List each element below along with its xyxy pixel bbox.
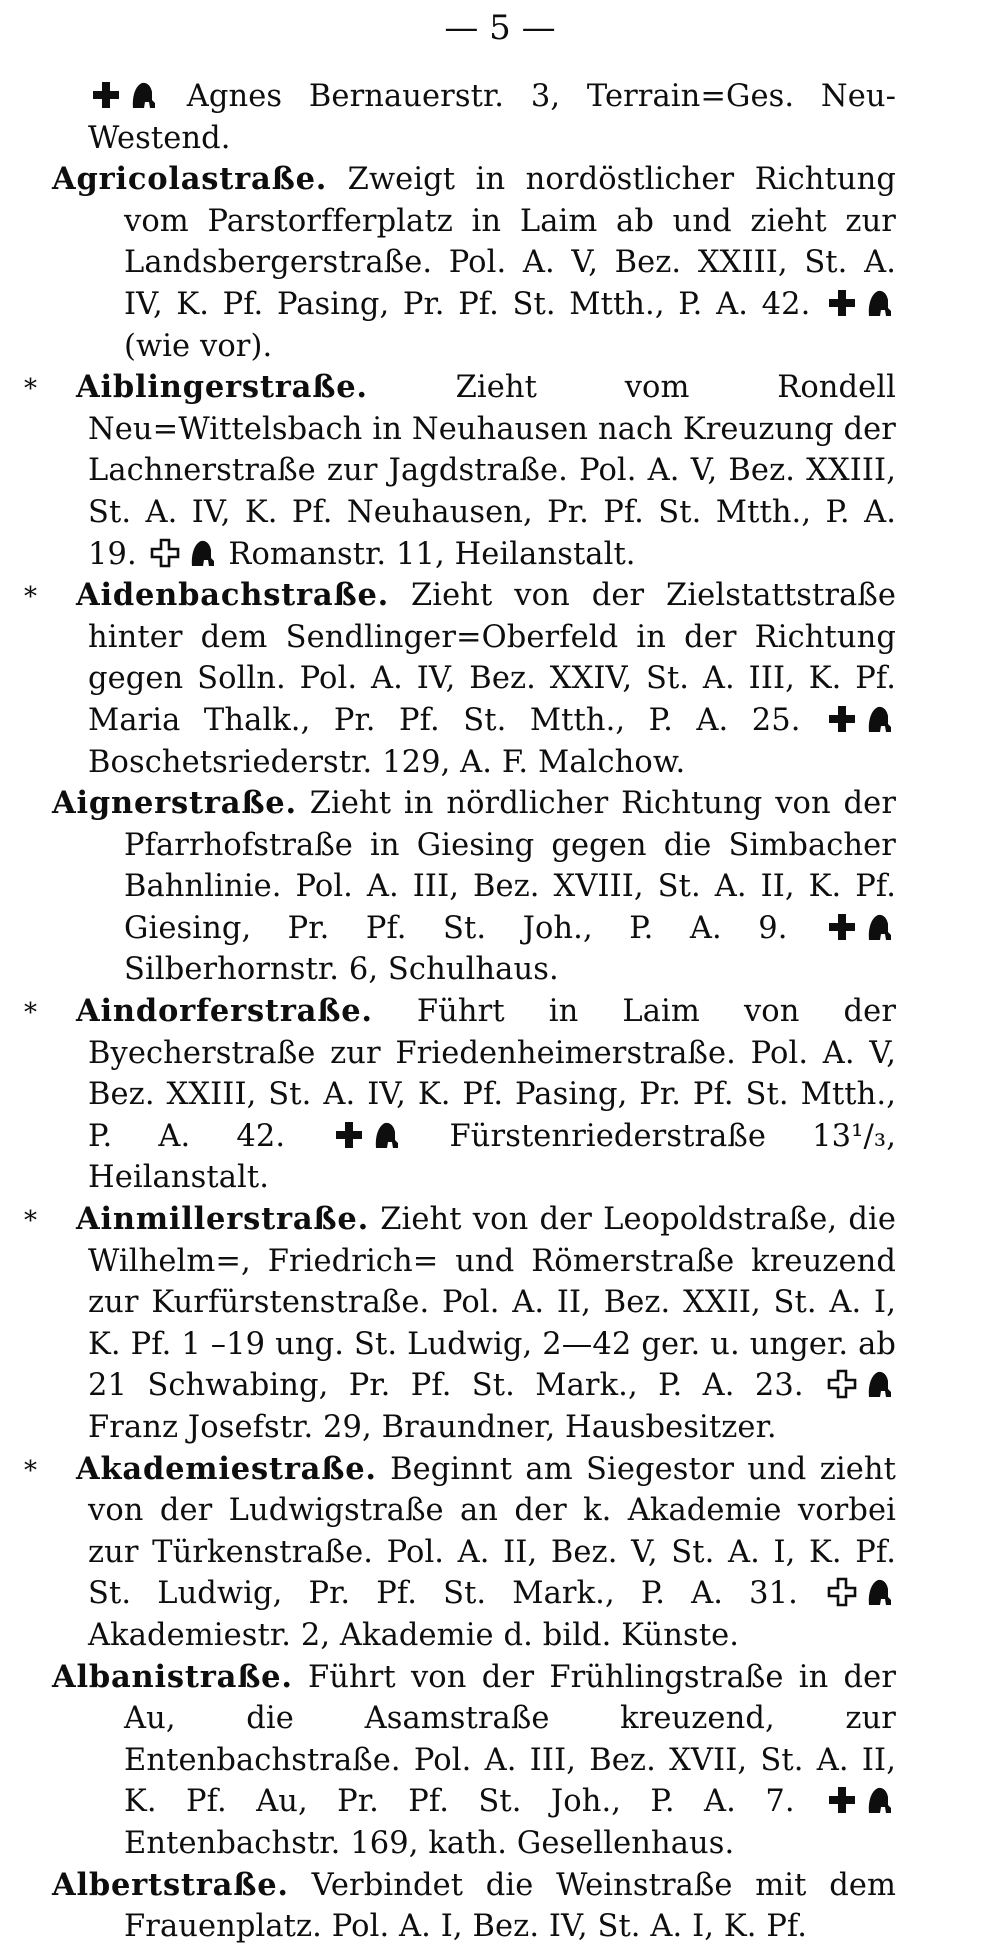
fire-helmet-icon	[127, 80, 157, 110]
asterisk-mark: *	[24, 374, 38, 405]
entry-text-after: Silberhornstr. 6, Schulhaus.	[124, 952, 559, 988]
entry-description: Zieht von der Zielstattstraße hinter dem Sendlinger=Oberfeld in der Richtung gegen Solln. Pol. A. IV, Bez. XXIV, St. A. III, K. Pf. Maria Thalk., Pr. Pf. St. Mtth., P. A. 25.	[88, 578, 896, 738]
fire-helmet-icon	[863, 912, 893, 942]
fire-helmet-icon	[370, 1120, 400, 1150]
filled-cross-icon	[827, 1785, 857, 1815]
entry-text-after: Agnes Bernauerstr. 3, Terrain=Ges. Neu-Westend.	[88, 79, 897, 156]
filled-cross-icon	[827, 912, 857, 942]
entry-text-after: Franz Josefstr. 29, Braundner, Hausbesitzer.	[88, 1410, 777, 1445]
entry-text-after: (wie vor).	[124, 328, 273, 364]
street-name: Aindorferstraße.	[76, 993, 373, 1030]
asterisk-mark: *	[24, 582, 38, 613]
street-name: Albertstraße.	[52, 1866, 289, 1903]
directory-entry	[24, 1449, 896, 1657]
filled-cross-icon	[827, 704, 857, 734]
directory-column	[24, 76, 897, 1948]
directory-entry	[24, 575, 896, 783]
entry-text-after: Romanstr. 11, Heilanstalt.	[228, 536, 636, 572]
entry-description: Beginnt am Siegestor und zieht von der Ludwigstraße an der k. Akademie vorbei zur Türkenstraße. Pol. A. II, Bez. V, St. A. I, K. Pf. St. Ludwig, Pr. Pf. St. Mark., P. A. 31.	[88, 1451, 896, 1612]
page-number: — 5 —	[444, 8, 556, 48]
outline-cross-icon	[150, 538, 180, 568]
street-name: Agricolastraße.	[52, 161, 328, 198]
entry-description: Zieht in nördlicher Richtung von der Pfarrhofstraße in Giesing gegen die Simbacher Bahnlinie. Pol. A. III, Bez. XVIII, St. A. II, K. Pf. Giesing, Pr. Pf. St. Joh., P. A. 9.	[124, 786, 897, 946]
entry-text-after: Entenbachstr. 169, kath. Gesellenhaus.	[124, 1825, 735, 1861]
directory-entry	[52, 159, 896, 367]
directory-entry	[52, 1657, 896, 1865]
entry-description: Verbindet die Weinstraße mit dem Frauenplatz. Pol. A. I, Bez. IV, St. A. I, K. Pf.	[124, 1867, 897, 1945]
entry-description: Zieht von der Leopoldstraße, die Wilhelm=, Friedrich= und Römerstraße kreuzend zur Kurfürstenstraße. Pol. A. II, Bez. XXII, St. A. I, K. Pf. 1 –19 ung. St. Ludwig, 2—42 ger. u. unger. ab 21 Schwabing, Pr. Pf. St. Mark., P. A. 23.	[88, 1202, 896, 1404]
street-name: Albanistraße.	[52, 1658, 293, 1695]
street-name: Ainmillerstraße.	[76, 1201, 370, 1238]
directory-entry	[52, 1865, 896, 1948]
entry-description: Führt von der Frühlingstraße in der Au, die Asamstraße kreuzend, zur Entenbachstraße. Pol. A. III, Bez. XVII, St. A. II, K. Pf. Au, Pr. Pf. St. Joh., P. A. 7.	[124, 1659, 896, 1820]
filled-cross-icon	[827, 288, 857, 318]
filled-cross-icon	[334, 1120, 364, 1150]
entry-description: Zieht vom Rondell Neu=Wittelsbach in Neuhausen nach Kreuzung der Lachnerstraße zur Jagdstraße. Pol. A. V, Bez. XXIII, St. A. IV, K. Pf. Neuhausen, Pr. Pf. St. Mtth., P. A. 19.	[88, 370, 897, 572]
asterisk-mark: *	[24, 1206, 38, 1237]
fire-helmet-icon	[863, 1785, 893, 1815]
asterisk-mark: *	[24, 998, 38, 1029]
directory-entry	[24, 367, 897, 575]
outline-cross-icon	[827, 1577, 857, 1607]
fire-helmet-icon	[863, 1369, 893, 1399]
street-name: Aidenbachstraße.	[76, 577, 390, 614]
street-name: Akademiestraße.	[76, 1450, 377, 1487]
fire-helmet-icon	[863, 288, 893, 318]
entry-description: Zweigt in nordöstlicher Richtung vom Parstorfferplatz in Laim ab und zieht zur Landsbergerstraße. Pol. A. V, Bez. XXIII, St. A. IV, K. Pf. Pasing, Pr. Pf. St. Mtth., P. A. 42.	[124, 162, 896, 322]
directory-entry	[52, 783, 896, 991]
directory-entry	[24, 1199, 896, 1449]
directory-entry	[88, 76, 896, 159]
fire-helmet-icon	[186, 538, 216, 568]
entry-text-after: Fürstenriederstraße 13¹/₃, Heilanstalt.	[88, 1118, 897, 1196]
street-name: Aignerstraße.	[52, 785, 297, 822]
directory-entry	[24, 991, 897, 1199]
entry-description: Führt in Laim von der Byecherstraße zur Friedenheimerstraße. Pol. A. V, Bez. XXIII, St. A. IV, K. Pf. Pasing, Pr. Pf. St. Mtth., P. A. 42.	[88, 994, 897, 1154]
street-name: Aiblingerstraße.	[76, 369, 368, 406]
fire-helmet-icon	[863, 1577, 893, 1607]
fire-helmet-icon	[863, 704, 893, 734]
entry-text-after: Akademiestr. 2, Akademie d. bild. Künste.	[88, 1617, 740, 1653]
entry-text-after: Boschetsriederstr. 129, A. F. Malchow.	[88, 744, 686, 780]
outline-cross-icon	[827, 1369, 857, 1399]
filled-cross-icon	[91, 80, 121, 110]
asterisk-mark: *	[24, 1455, 38, 1486]
